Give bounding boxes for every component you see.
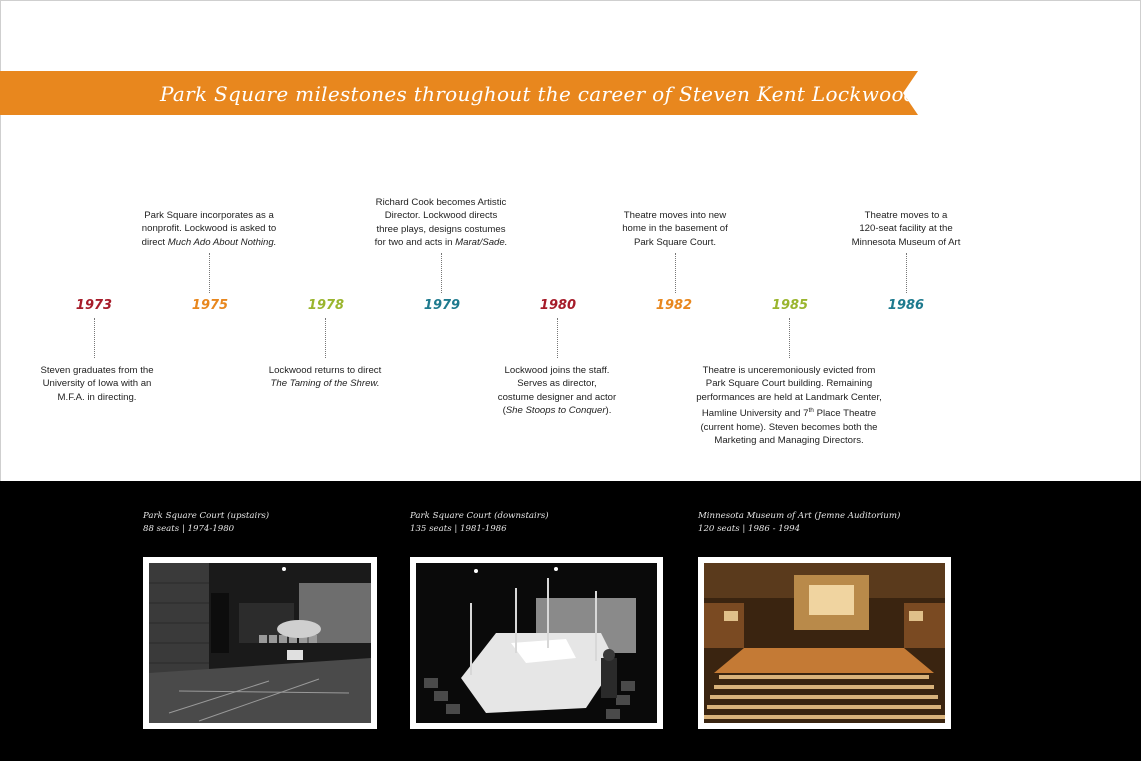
- venue-photo-museum: [704, 563, 945, 723]
- event-1975: Park Square incorporates as a nonprofit. Lockwood is asked to direct Much Ado About Nothing.: [141, 210, 277, 248]
- connector-1980: [557, 318, 558, 358]
- venue-caption-1: Park Square Court (upstairs) 88 seats | 1974-1980: [143, 511, 270, 534]
- year-1979: 1979: [423, 298, 461, 313]
- year-1980: 1980: [539, 298, 577, 313]
- venue-photo-upstairs: [149, 563, 371, 723]
- year-1978: 1978: [307, 298, 345, 313]
- year-1975: 1975: [191, 298, 229, 313]
- venue-photo-downstairs: [416, 563, 657, 723]
- title-banner: [0, 71, 918, 115]
- connector-1985: [789, 318, 790, 358]
- venue-caption-2: Park Square Court (downstairs) 135 seats | 1981-1986: [410, 511, 549, 534]
- event-1986: Theatre moves to a 120-seat facility at the Minnesota Museum of Art: [851, 210, 961, 248]
- connector-1982: [675, 253, 676, 293]
- year-1985: 1985: [771, 298, 809, 313]
- event-1982: Theatre moves into new home in the basement of Park Square Court.: [622, 210, 728, 248]
- banner-title: Park Square milestones throughout the career of Steven Kent Lockwood: [160, 82, 917, 106]
- year-1982: 1982: [655, 298, 693, 313]
- venue-photo-frame-3: [698, 557, 951, 729]
- event-1979: Richard Cook becomes Artistic Director. Lockwood directs three plays, designs costumes for two and acts in Marat/Sade.: [374, 197, 508, 249]
- event-1980: Lockwood joins the staff. Serves as director, costume designer and actor (She Stoops to Conquer).: [497, 365, 617, 417]
- connector-1978: [325, 318, 326, 358]
- venue-photo-frame-1: [143, 557, 377, 729]
- connector-1973: [94, 318, 95, 358]
- event-1985: Theatre is unceremoniously evicted from Park Square Court building. Remaining performances are held at Landmark Center, Hamline University and 7th Place Theatre (current home). Steven becomes both the Marketing and Managing Directors.: [696, 365, 882, 447]
- connector-1986: [906, 253, 907, 293]
- year-1973: 1973: [75, 298, 113, 313]
- connector-1979: [441, 253, 442, 293]
- year-1986: 1986: [887, 298, 925, 313]
- event-1978: Lockwood returns to direct The Taming of the Shrew.: [268, 365, 382, 390]
- venue-photo-frame-2: [410, 557, 663, 729]
- event-1973: Steven graduates from the University of Iowa with an M.F.A. in directing.: [40, 365, 154, 403]
- connector-1975: [209, 253, 210, 293]
- venue-caption-3: Minnesota Museum of Art (Jemne Auditorium) 120 seats | 1986 - 1994: [698, 511, 901, 534]
